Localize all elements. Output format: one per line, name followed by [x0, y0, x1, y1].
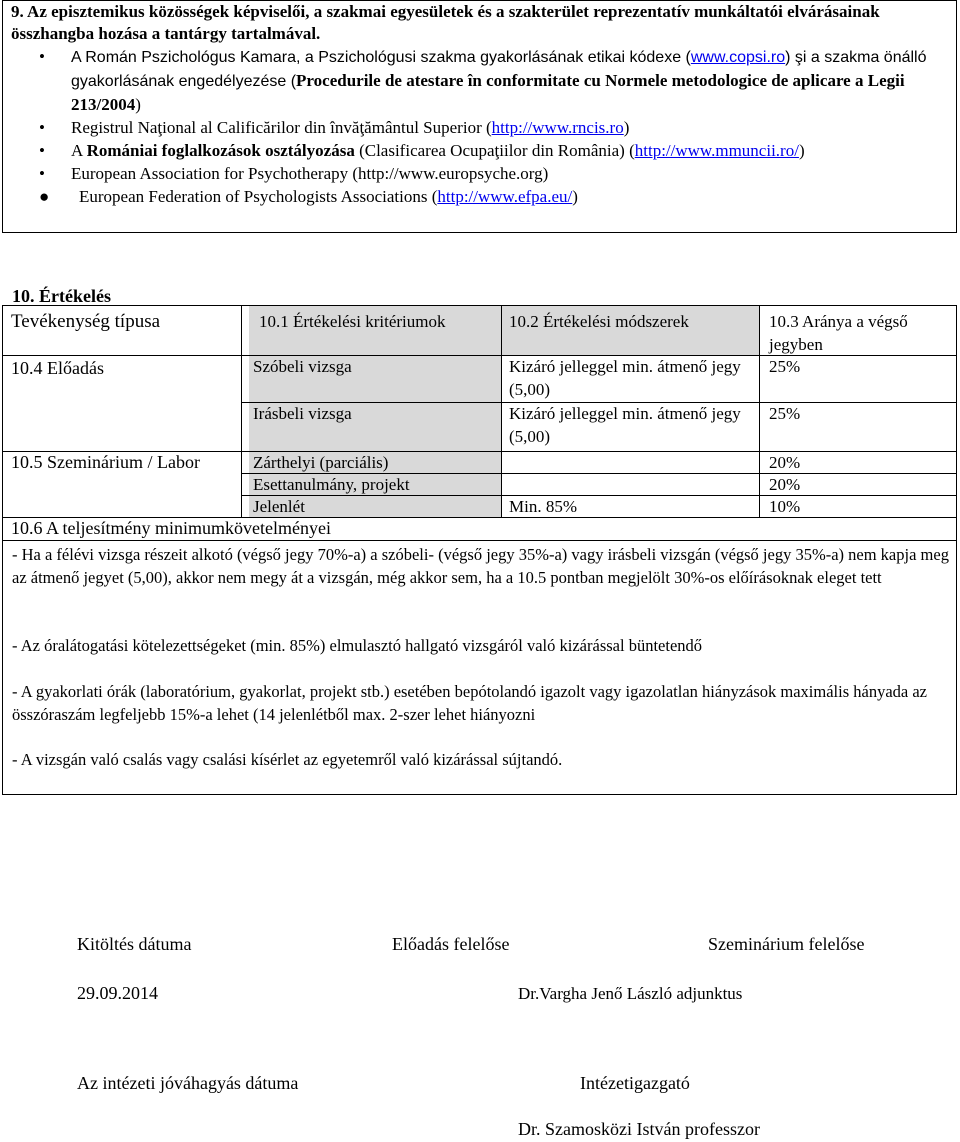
mmuncii-link[interactable]: http://www.mmuncii.ro/ [634, 141, 799, 160]
list-item [3, 45, 953, 116]
copsi-link[interactable]: www.copsi.ro [690, 49, 786, 66]
rncis-link[interactable]: http://www.rncis.ro [491, 118, 624, 137]
approval-date-label: Az intézeti jóváhagyás dátuma [77, 1073, 299, 1093]
header-methods: 10.2 Értékelési módszerek [509, 312, 689, 331]
criteria-cell: Szóbeli vizsga [253, 357, 352, 376]
method-cell: Min. 85% [509, 497, 577, 516]
list-item-text: ) [798, 141, 805, 160]
list-item [3, 185, 953, 208]
list-item-text: A [71, 141, 87, 160]
list-item-text: ) şi a szakma önálló gyakorlásának engedélyezése ( [71, 49, 927, 90]
row-divider [3, 540, 956, 541]
bullet-icon: • [39, 141, 45, 160]
source-list [3, 45, 953, 208]
criteria-cell: Irásbeli vizsga [253, 404, 352, 423]
list-item [3, 162, 953, 185]
section-10-title: 10. Értékelés [12, 286, 111, 306]
list-item [3, 116, 953, 139]
bullet-icon: ● [39, 187, 50, 206]
director-label: Intézetigazgató [580, 1073, 690, 1093]
list-item-text: Registrul Naţional al Calificărilor din învăţământul Superior ( [71, 118, 492, 137]
criteria-cell: Jelenlét [253, 497, 305, 516]
section-9-title: 9. Az episztemikus közösségek képviselői, a szakmai egyesületek és a szakterület reprezentatív munkáltatói elvárásainak összhangba hozása a tantárgy tartalmával. [11, 2, 880, 43]
method-cell: Kizáró jelleggel min. átmenő jegy (5,00) [509, 357, 741, 399]
header-share: 10.3 Aránya a végső jegyben [769, 312, 908, 354]
seminar-owner-label: Szeminárium felelőse [708, 934, 865, 954]
lecture-label: 10.4 Előadás [11, 358, 104, 378]
column-divider [241, 306, 242, 517]
list-item-bold: Procedurile de atestare în conformitate cu Normele metodologice de aplicare a Legii 213/2004 [71, 71, 905, 114]
seminar-label: 10.5 Szeminárium / Labor [11, 452, 200, 472]
share-cell: 20% [769, 475, 801, 494]
column-divider [759, 306, 760, 517]
requirement-paragraph: - Ha a félévi vizsga részeit alkotó (végső jegy 70%-a) a szóbeli- (végső jegy 35%-a) vagy irásbeli vizsgán (végső jegy 35%-a) nem kapja meg az átmenő jegyet (5,00), akkor nem megy át a vizsgán, még akkor sem, ha a 10.5 pontban megjelölt 30%-os előírásoknak eleget tett [12, 545, 949, 587]
list-item-text: A Román Pszichológus Kamara, a Pszichológusi szakma gyakorlásának etikai kódexe ( [71, 49, 691, 66]
bullet-icon: • [39, 47, 45, 66]
list-item [3, 139, 953, 162]
share-cell: 25% [769, 357, 801, 376]
header-criteria: 10.1 Értékelési kritériumok [259, 312, 446, 331]
fill-date: 29.09.2014 [77, 983, 158, 1003]
minimum-title: 10.6 A teljesítmény minimumkövetelményei [11, 518, 331, 538]
share-cell: 20% [769, 453, 801, 472]
fill-date-label: Kitöltés dátuma [77, 934, 192, 954]
bullet-icon: • [39, 164, 45, 183]
list-item-text: European Federation of Psychologists Associations ( [79, 187, 438, 206]
bullet-icon: • [39, 118, 45, 137]
header-type: Tevékenység típusa [11, 311, 161, 332]
requirement-paragraph: - A vizsgán való csalás vagy csalási kísérlet az egyetemről való kizárással sújtandó. [12, 750, 563, 769]
criteria-cell: Esettanulmány, projekt [253, 475, 410, 494]
lecture-owner-label: Előadás felelőse [392, 934, 510, 954]
method-cell: Kizáró jelleggel min. átmenő jegy (5,00) [509, 404, 741, 446]
list-item-text: ) [572, 187, 578, 206]
list-item-text: ) [135, 95, 141, 114]
column-divider [501, 306, 502, 517]
list-item-text: European Association for Psychotherapy (http://www.europsyche.org) [71, 164, 549, 183]
share-cell: 25% [769, 404, 801, 423]
lecturer-name: Dr.Vargha Jenő László adjunktus [518, 984, 743, 1003]
section-9-box [2, 0, 957, 233]
share-cell: 10% [769, 497, 801, 516]
requirement-paragraph: - A gyakorlati órák (laboratórium, gyakorlat, projekt stb.) esetében bepótolandó igazolt vagy igazolatlan hiányzások maximális hányada az összóraszám legfeljebb 15%-a lehet (14 jelenlétből max. 2-szer lehet hiányozni [12, 682, 927, 724]
list-item-text: (Clasificarea Ocupaţiilor din România) ( [354, 141, 635, 160]
efpa-link[interactable]: http://www.efpa.eu/ [437, 187, 573, 206]
list-item-text: ) [623, 118, 630, 137]
list-item-bold: Romániai foglalkozások osztályozása [86, 141, 355, 160]
requirement-paragraph: - Az óralátogatási kötelezettségeket (min. 85%) elmulasztó hallgató vizsgáról való kizárással büntetendő [12, 636, 703, 655]
criteria-cell: Zárthelyi (parciális) [253, 453, 389, 472]
director-name: Dr. Szamosközi István professzor [518, 1119, 760, 1139]
